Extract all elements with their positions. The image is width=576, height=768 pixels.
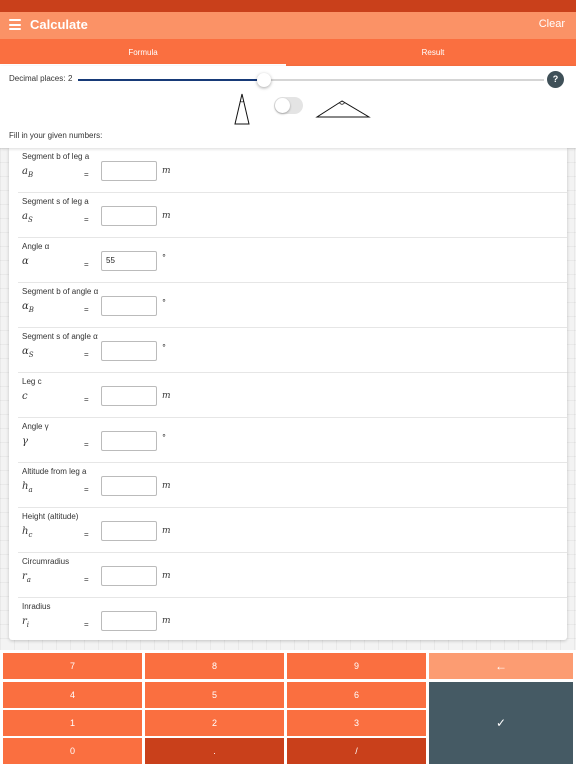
field-label: Segment s of leg a <box>22 197 89 206</box>
field-unit: ° <box>162 343 166 352</box>
key-divide[interactable]: / <box>287 738 426 764</box>
triangle-mode-toggle[interactable] <box>274 97 303 114</box>
backspace-button[interactable]: ← <box>429 653 573 679</box>
field-symbol: $r_a$ <box>22 571 31 584</box>
key-5[interactable]: 5 <box>145 682 284 708</box>
field-input[interactable] <box>101 296 157 316</box>
field-input[interactable]: 55 <box>101 251 157 271</box>
field-row <box>18 598 567 640</box>
field-label: Segment s of angle α <box>22 332 98 341</box>
field-label: Altitude from leg a <box>22 467 87 476</box>
tall-triangle-icon[interactable] <box>232 92 252 126</box>
field-row <box>18 463 567 508</box>
field-row <box>18 238 567 283</box>
app-bar <box>0 12 576 39</box>
settings-panel <box>0 66 576 148</box>
input-card <box>9 148 567 640</box>
field-input[interactable] <box>101 566 157 586</box>
field-label: Angle γ <box>22 422 49 431</box>
equals-sign: = <box>84 305 89 314</box>
field-unit: m <box>162 211 171 221</box>
toggle-knob <box>275 98 290 113</box>
field-row <box>18 508 567 553</box>
key-3[interactable]: 3 <box>287 710 426 736</box>
fill-instructions: Fill in your given numbers: <box>9 131 103 140</box>
tab-bar <box>0 39 576 66</box>
key-4[interactable]: 4 <box>3 682 142 708</box>
menu-icon[interactable] <box>9 19 21 31</box>
keypad <box>0 650 576 768</box>
field-row <box>18 193 567 238</box>
help-button[interactable]: ? <box>547 71 564 88</box>
equals-sign: = <box>84 440 89 449</box>
field-input[interactable] <box>101 521 157 541</box>
key-7[interactable]: 7 <box>3 653 142 679</box>
key-9[interactable]: 9 <box>287 653 426 679</box>
key-0[interactable]: 0 <box>3 738 142 764</box>
equals-sign: = <box>84 215 89 224</box>
field-symbol: $a_S$ <box>22 211 33 224</box>
field-label: Circumradius <box>22 557 70 566</box>
field-label: Height (altitude) <box>22 512 79 521</box>
key-1[interactable]: 1 <box>3 710 142 736</box>
field-unit: m <box>162 571 171 581</box>
field-input[interactable] <box>101 476 157 496</box>
decimal-places-value: 2 <box>68 74 73 83</box>
key-8[interactable]: 8 <box>145 653 284 679</box>
field-row <box>18 328 567 373</box>
status-bar <box>0 0 576 12</box>
field-label: Segment b of leg a <box>22 152 90 161</box>
field-unit: ° <box>162 253 166 262</box>
slider-fill <box>78 79 264 81</box>
field-row <box>18 373 567 418</box>
field-unit: m <box>162 391 171 401</box>
field-input[interactable] <box>101 611 157 631</box>
field-row <box>18 283 567 328</box>
field-label: Segment b of angle α <box>22 287 99 296</box>
field-label: Leg c <box>22 377 42 386</box>
field-unit: m <box>162 616 171 626</box>
field-symbol: $h_a$ <box>22 481 33 494</box>
field-label: Angle α <box>22 242 50 251</box>
equals-sign: = <box>84 260 89 269</box>
field-unit: m <box>162 481 171 491</box>
decimal-places-label: Decimal places: <box>9 74 66 83</box>
tab-result[interactable]: Result <box>421 48 445 57</box>
equals-sign: = <box>84 575 89 584</box>
key-2[interactable]: 2 <box>145 710 284 736</box>
field-symbol: c <box>22 391 28 402</box>
equals-sign: = <box>84 620 89 629</box>
equals-sign: = <box>84 395 89 404</box>
field-symbol: α <box>22 256 29 267</box>
field-row <box>18 553 567 598</box>
clear-button[interactable]: Clear <box>538 18 565 30</box>
field-symbol: $\alpha_B$ <box>22 301 34 314</box>
confirm-button[interactable]: ✓ <box>429 682 573 764</box>
wide-triangle-icon[interactable] <box>315 99 371 119</box>
field-input[interactable] <box>101 161 157 181</box>
field-symbol: $h_c$ <box>22 526 33 539</box>
field-label: Inradius <box>22 602 51 611</box>
app-title: Calculate <box>30 17 88 32</box>
field-symbol: $r_i$ <box>22 616 30 629</box>
field-symbol: γ <box>22 436 28 447</box>
equals-sign: = <box>84 485 89 494</box>
field-unit: ° <box>162 433 166 442</box>
field-input[interactable] <box>101 206 157 226</box>
key-decimal[interactable]: . <box>145 738 284 764</box>
equals-sign: = <box>84 350 89 359</box>
field-unit: m <box>162 526 171 536</box>
field-row <box>18 418 567 463</box>
field-symbol: $a_B$ <box>22 166 34 179</box>
equals-sign: = <box>84 530 89 539</box>
decimal-places-slider[interactable] <box>78 79 544 81</box>
field-input[interactable] <box>101 341 157 361</box>
field-symbol: $\alpha_S$ <box>22 346 34 359</box>
key-6[interactable]: 6 <box>287 682 426 708</box>
slider-thumb[interactable] <box>257 73 271 87</box>
field-input[interactable] <box>101 386 157 406</box>
equals-sign: = <box>84 170 89 179</box>
tab-formula[interactable]: Formula <box>128 48 158 57</box>
field-input[interactable] <box>101 431 157 451</box>
field-row <box>18 148 567 193</box>
field-unit: ° <box>162 298 166 307</box>
field-unit: m <box>162 166 171 176</box>
